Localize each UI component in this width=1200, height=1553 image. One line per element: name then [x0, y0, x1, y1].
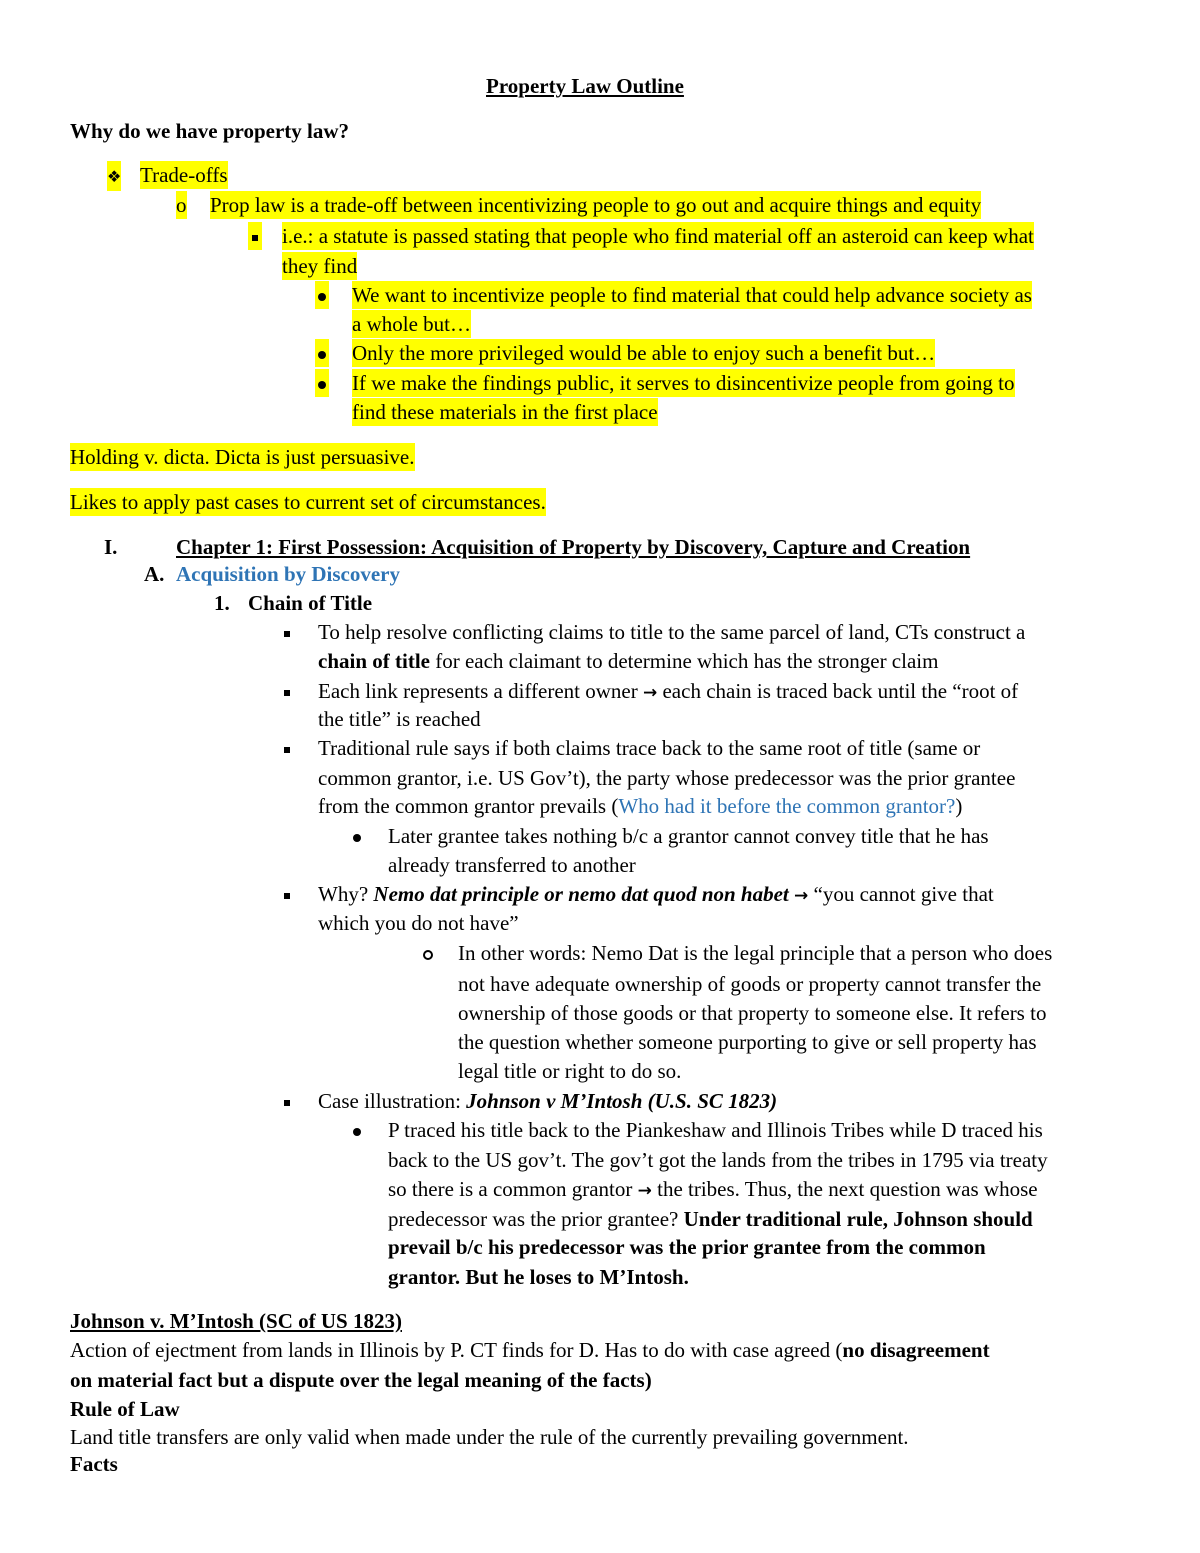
chain-bullet-1-line-2: chain of title for each claimant to determine which has the stronger claim [318, 649, 939, 673]
square-bullet-icon [284, 677, 290, 705]
case-title: Johnson v. M’Intosh (SC of US 1823) [70, 1309, 402, 1333]
nemo-dat-line-2: not have adequate ownership of goods or property cannot transfer the [458, 972, 1042, 996]
chain-bullet-2-line-2: the title” is reached [318, 707, 481, 731]
case-illustration-sub-line-3: so there is a common grantor → the tribes. Thus, the next question was whose [388, 1177, 1038, 1201]
arrow-icon: → [794, 886, 809, 906]
tradeoffs-point-3-line-1: If we make the findings public, it serves to disincentivize people from going to [352, 371, 1015, 395]
case-summary-line-1: Action of ejectment from lands in Illinois by P. CT finds for D. Has to do with case agreed (no disagreement [70, 1338, 990, 1362]
chain-bullet-3-line-2: common grantor, i.e. US Gov’t), the party whose predecessor was the prior grantee [318, 766, 1016, 790]
tradeoffs-sub: Prop law is a trade-off between incentivizing people to go out and acquire things and equity [210, 193, 982, 217]
section-heading-why: Why do we have property law? [70, 119, 350, 143]
tradeoffs-example-line-2: they find [282, 254, 358, 278]
arrow-icon: → [637, 1181, 652, 1201]
square-bullet-icon [284, 1087, 290, 1115]
holding-note: Holding v. dicta. Dicta is just persuasive. [70, 445, 415, 469]
rule-of-law-heading: Rule of Law [70, 1397, 180, 1421]
tradeoffs-point-2: Only the more privileged would be able to enjoy such a benefit but… [352, 341, 936, 365]
dot-bullet-icon [353, 1116, 361, 1144]
chapter-title: Chapter 1: First Possession: Acquisition of Property by Discovery, Capture and Creation [176, 535, 971, 559]
square-bullet-icon [284, 880, 290, 908]
hollow-circle-bullet-icon [423, 939, 433, 967]
rule-of-law-text: Land title transfers are only valid when made under the rule of the currently prevailing government. [70, 1425, 909, 1449]
square-bullet-icon [284, 734, 290, 762]
tradeoffs-point-1-line-2: a whole but… [352, 312, 471, 336]
dot-bullet-icon [315, 281, 329, 309]
tradeoffs-example-line-1: i.e.: a statute is passed stating that people who find material off an asteroid can keep what [282, 224, 1034, 248]
dot-bullet-icon [315, 369, 329, 397]
nemo-dat-line-3: ownership of those goods or that property to someone else. It refers to [458, 1001, 1047, 1025]
section-letter: A. [144, 562, 165, 586]
square-bullet-icon [248, 222, 262, 250]
page-title: Property Law Outline [486, 74, 684, 98]
tradeoffs-label: Trade-offs [140, 163, 228, 187]
facts-heading: Facts [70, 1452, 118, 1476]
chain-bullet-1-line-1: To help resolve conflicting claims to title to the same parcel of land, CTs construct a [318, 620, 1026, 644]
tradeoffs-point-3-line-2: find these materials in the first place [352, 400, 658, 424]
case-illustration-sub-line-4: predecessor was the prior grantee? Under traditional rule, Johnson should [388, 1207, 1033, 1231]
case-illustration: Case illustration: Johnson v M’Intosh (U.S. SC 1823) [318, 1089, 778, 1113]
case-illustration-sub-line-1: P traced his title back to the Piankeshaw and Illinois Tribes while D traced his [388, 1118, 1043, 1142]
tradeoffs-point-1-line-1: We want to incentivize people to find material that could help advance society as [352, 283, 1032, 307]
diamond-bullet-icon: ❖ [107, 161, 121, 191]
case-illustration-sub-line-5: prevail b/c his predecessor was the prior grantee from the common [388, 1235, 986, 1259]
likes-note: Likes to apply past cases to current set of circumstances. [70, 490, 546, 514]
dot-bullet-icon [353, 822, 361, 850]
subsection-number: 1. [214, 591, 230, 615]
circle-bullet-icon: o [176, 193, 187, 217]
chain-bullet-3-line-3: from the common grantor prevails (Who had it before the common grantor?) [318, 794, 963, 818]
case-illustration-sub-line-6: grantor. But he loses to M’Intosh. [388, 1265, 689, 1289]
chain-bullet-2-line-1: Each link represents a different owner → each chain is traced back until the “root of [318, 679, 1019, 703]
chain-bullet-4-line-2: which you do not have” [318, 911, 519, 935]
square-bullet-icon [284, 618, 290, 646]
chain-bullet-4-line-1: Why? Nemo dat principle or nemo dat quod non habet → “you cannot give that [318, 882, 994, 906]
case-summary-line-2: on material fact but a dispute over the legal meaning of the facts) [70, 1368, 652, 1392]
subsection-title: Chain of Title [248, 591, 373, 615]
nemo-dat-line-1: In other words: Nemo Dat is the legal principle that a person who does [458, 941, 1053, 965]
chain-bullet-3-sub-line-2: already transferred to another [388, 853, 636, 877]
chain-bullet-3-sub-line-1: Later grantee takes nothing b/c a grantor cannot convey title that he has [388, 824, 989, 848]
chain-bullet-3-line-1: Traditional rule says if both claims trace back to the same root of title (same or [318, 736, 981, 760]
case-illustration-sub-line-2: back to the US gov’t. The gov’t got the lands from the tribes in 1795 via treaty [388, 1148, 1048, 1172]
arrow-icon: → [642, 683, 658, 703]
section-title: Acquisition by Discovery [176, 562, 401, 586]
nemo-dat-line-4: the question whether someone purporting to give or sell property has [458, 1030, 1037, 1054]
chapter-numeral: I. [104, 535, 118, 559]
nemo-dat-line-5: legal title or right to do so. [458, 1059, 682, 1083]
dot-bullet-icon [315, 339, 329, 367]
